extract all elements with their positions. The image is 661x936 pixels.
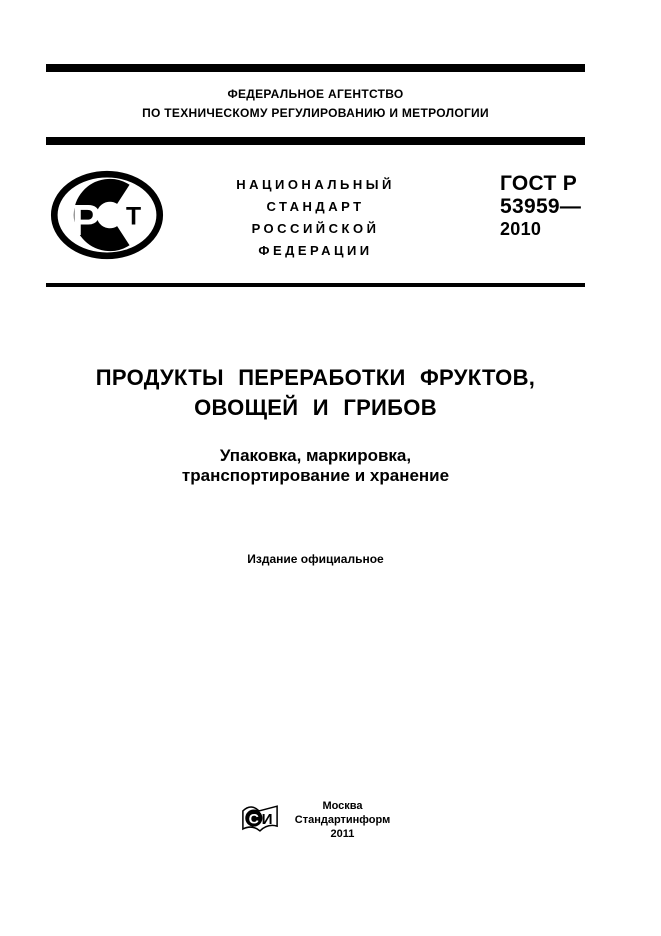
designation-prefix: ГОСТ Р	[500, 172, 578, 195]
rst-mark-letter-p: Р	[71, 195, 101, 245]
lower-rule	[46, 283, 585, 287]
document-subtitle-line-2: транспортирование и хранение	[181, 466, 450, 485]
agency-line-2: ПО ТЕХНИЧЕСКОМУ РЕГУЛИРОВАНИЮ И МЕТРОЛОГИИ	[142, 106, 489, 120]
document-title-line-2: ОВОЩЕЙ И ГРИБОВ	[194, 395, 437, 420]
imprint-city: Москва	[322, 800, 363, 812]
top-rule	[46, 64, 585, 72]
standard-type-line-2: СТАНДАРТ	[266, 199, 365, 214]
document-subtitle-line-1: Упаковка, маркировка,	[219, 446, 412, 465]
imprint-year: 2011	[330, 828, 355, 840]
designation-number: 53959—	[500, 195, 582, 218]
standard-type-line-4: ФЕДЕРАЦИИ	[258, 243, 373, 258]
standartinform-logo-letter-s: С	[248, 811, 259, 828]
agency-line-1: ФЕДЕРАЛЬНОЕ АГЕНТСТВО	[227, 87, 404, 101]
document-subtitle	[46, 446, 585, 486]
document-title	[46, 363, 585, 423]
document-title-line-1: ПРОДУКТЫ ПЕРЕРАБОТКИ ФРУКТОВ,	[95, 365, 536, 390]
agency-header	[46, 85, 585, 123]
middle-rule	[46, 137, 585, 145]
rst-mark-letter-t: Т	[126, 203, 142, 231]
edition-note: Издание официальное	[247, 552, 384, 566]
imprint-text	[295, 799, 390, 841]
standard-type-line-1: НАЦИОНАЛЬНЫЙ	[236, 177, 395, 192]
standartinform-logo-icon	[241, 803, 279, 836]
standard-designation	[500, 172, 581, 241]
imprint-block	[46, 799, 585, 841]
standard-type-line-3: РОССИЙСКОЙ	[251, 221, 380, 236]
designation-year: 2010	[500, 219, 542, 239]
imprint-publisher: Стандартинформ	[294, 814, 391, 826]
standartinform-logo-letter-i: И	[261, 811, 273, 829]
